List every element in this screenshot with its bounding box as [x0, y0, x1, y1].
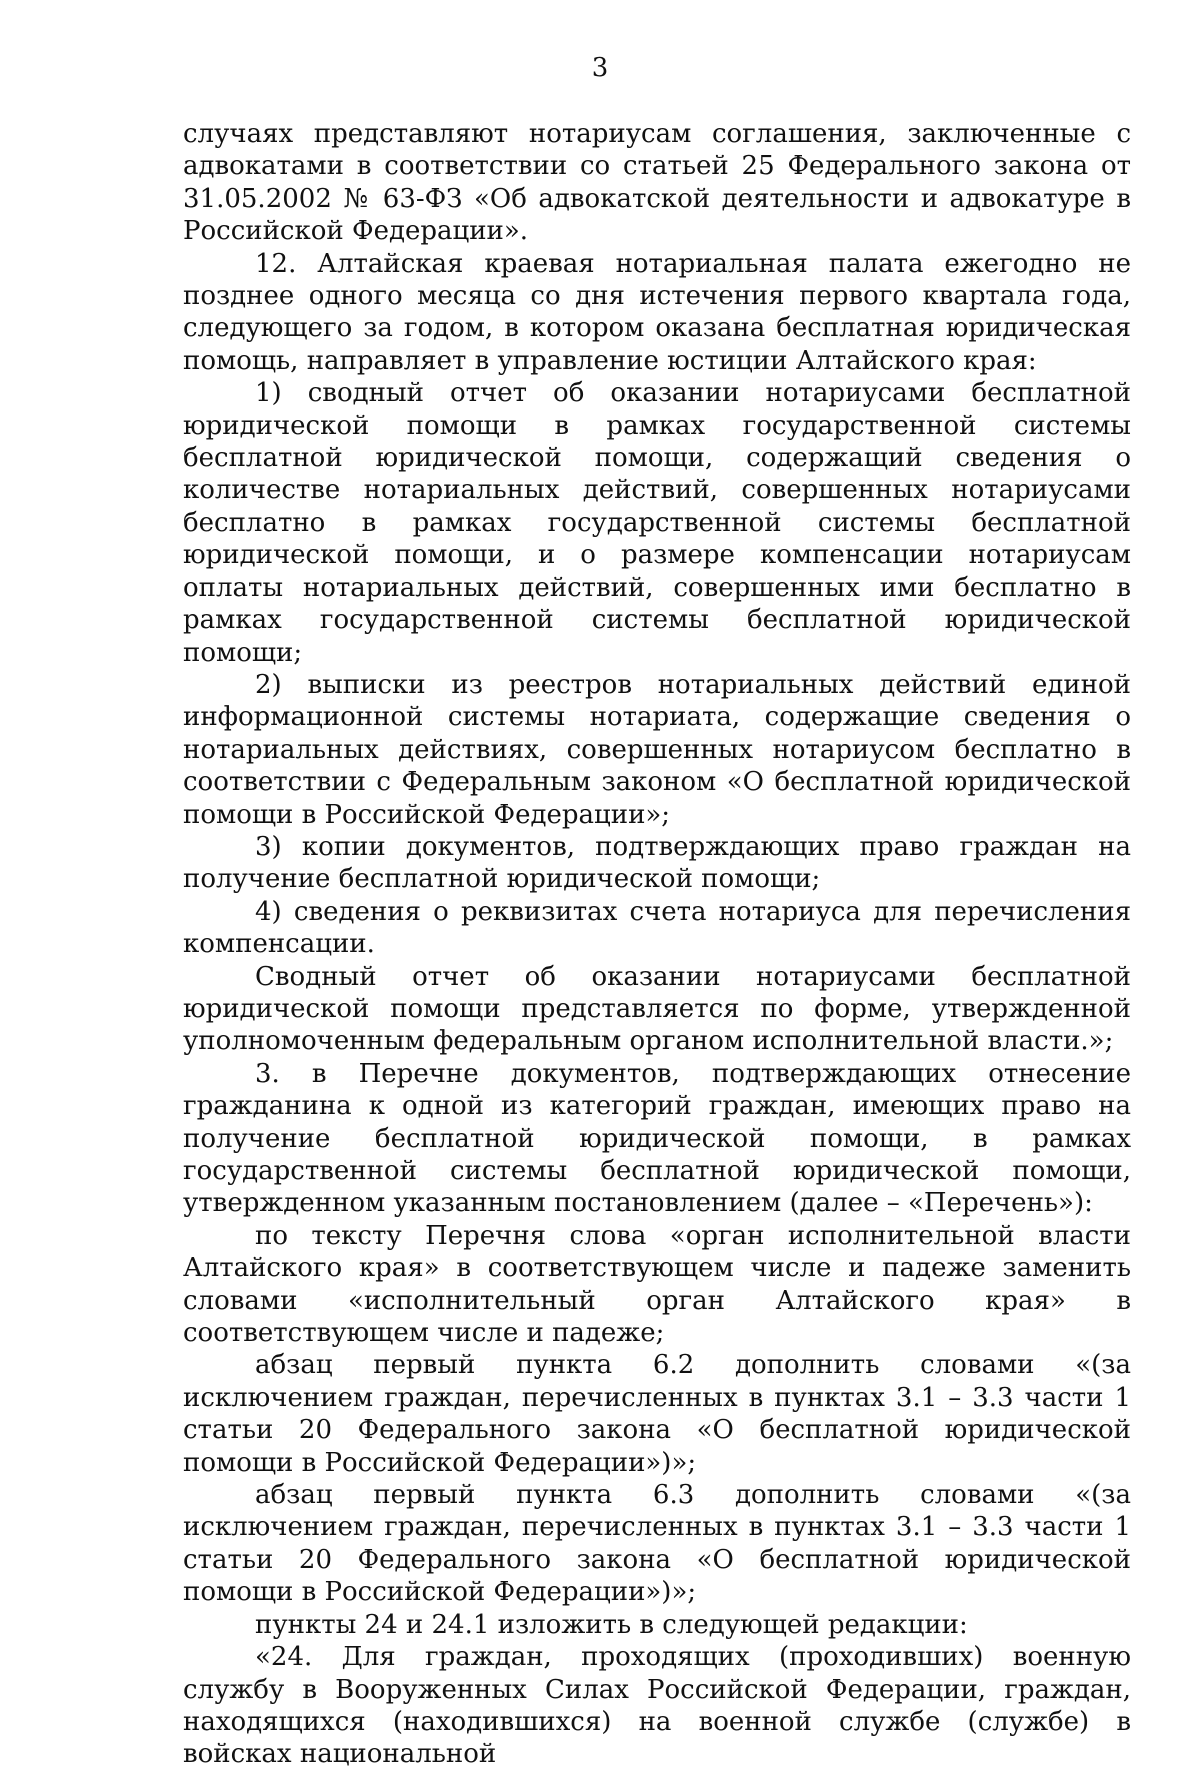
paragraph-replace-words: по тексту Перечня слова «орган исполнительной власти Алтайского края» в соответствующем числе и падеже заменить словами «исполнительный орган Алтайского края» в соответствующем числе и падеже;: [183, 1220, 1131, 1349]
paragraph-item-12: 12. Алтайская краевая нотариальная палата ежегодно не позднее одного месяца со дня истечения первого квартала года, следующего за годом, в котором оказана бесплатная юридическая помощь, направляет в управление юстиции Алтайского края:: [183, 248, 1131, 376]
paragraph-point-6-2: абзац первый пункта 6.2 дополнить словами «(за исключением граждан, перечисленных в пунктах 3.1 – 3.3 части 1 статьи 20 Федерального закона «О бесплатной юридической помощи в Российской Федерации»)»;: [183, 1350, 1131, 1478]
page-number: 3: [591, 53, 609, 83]
paragraph-subitem-4: 4) сведения о реквизитах счета нотариуса для перечисления компенсации.: [183, 896, 1131, 960]
paragraph-continuation: случаях представляют нотариусам соглашения, заключенные с адвокатами в соответствии со статьей 25 Федерального закона от 31.05.2002 № 63-ФЗ «Об адвокатской деятельности и адвокатуре в Российской Федерации».: [183, 119, 1131, 247]
document-body: [183, 118, 1131, 1771]
paragraph-report-form: Сводный отчет об оказании нотариусами бесплатной юридической помощи представляется по форме, утвержденной уполномоченным федеральным органом исполнительной власти.»;: [183, 961, 1131, 1057]
paragraph-subitem-1: 1) сводный отчет об оказании нотариусами бесплатной юридической помощи в рамках государственной системы бесплатной юридической помощи, содержащий сведения о количестве нотариальных действий, совершенных нотариусами бесплатно в рамках государственной системы бесплатной юридической помощи, и о размере компенсации нотариусам оплаты нотариальных действий, совершенных ими бесплатно в рамках государственной системы бесплатной юридической помощи;: [183, 378, 1131, 668]
paragraph-point-24-text: «24. Для граждан, проходящих (проходивших) военную службу в Вооруженных Силах Российской Федерации, граждан, находящихся (находившихся) на военной службе (службе) в войсках национальной: [183, 1642, 1131, 1770]
paragraph-points-24: пункты 24 и 24.1 изложить в следующей редакции:: [255, 1609, 968, 1640]
paragraph-subitem-3: 3) копии документов, подтверждающих право граждан на получение бесплатной юридической помощи;: [183, 831, 1131, 895]
paragraph-point-6-3: абзац первый пункта 6.3 дополнить словами «(за исключением граждан, перечисленных в пунктах 3.1 – 3.3 части 1 статьи 20 Федерального закона «О бесплатной юридической помощи в Российской Федерации»)»;: [183, 1480, 1131, 1608]
paragraph-subitem-2: 2) выписки из реестров нотариальных действий единой информационной системы нотариата, содержащие сведения о нотариальных действиях, совершенных нотариусом бесплатно в соответствии с Федеральным законом «О бесплатной юридической помощи в Российской Федерации»;: [183, 669, 1131, 830]
paragraph-item-3: 3. в Перечне документов, подтверждающих отнесение гражданина к одной из категорий граждан, имеющих право на получение бесплатной юридической помощи, в рамках государственной системы бесплатной юридической помощи, утвержденном указанным постановлением (далее – «Перечень»):: [183, 1058, 1131, 1219]
